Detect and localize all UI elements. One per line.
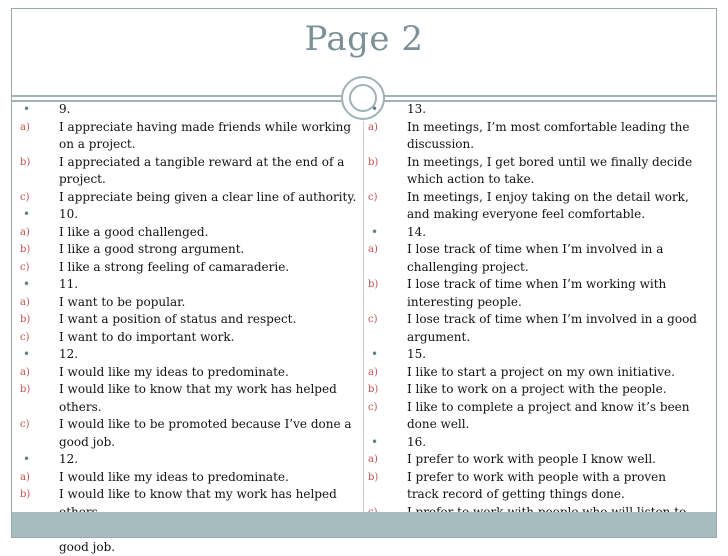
answer-option-item (368, 381, 698, 399)
bullet-marker: • (371, 434, 379, 449)
item-text: 14. (407, 224, 427, 239)
answer-option-item (20, 329, 358, 347)
item-text: I lose track of time when I’m involved in a challenging project. (407, 242, 664, 274)
letter-marker: c) (368, 191, 378, 203)
letter-marker: b) (20, 244, 31, 255)
bullet-marker: • (23, 207, 31, 221)
item-text: In meetings, I enjoy taking on the detail work, and making everyone feel comfortable. (407, 189, 689, 221)
item-text: 10. (59, 207, 79, 221)
letter-marker: c) (368, 314, 378, 325)
item-text: 11. (59, 277, 79, 291)
bullet-marker: • (371, 347, 379, 361)
question-number-item (20, 206, 358, 224)
item-text: I like to work on a project with the people. (407, 382, 667, 396)
bullet-marker: • (23, 347, 31, 361)
item-text: I like to complete a project and know it’s been done well. (407, 399, 690, 431)
answer-option-item (368, 451, 698, 469)
answer-option-item (20, 189, 358, 207)
answer-option-item (20, 311, 358, 329)
item-text: I would like to know that my work has helped others. (59, 382, 337, 414)
item-text: I want to be popular. (59, 294, 186, 309)
answer-option-item (368, 276, 698, 311)
item-text: I lose track of time when I’m involved in a good argument. (407, 312, 697, 344)
letter-marker: b) (20, 314, 31, 325)
column-divider (363, 121, 364, 513)
item-text: 9. (59, 102, 71, 116)
item-text: I like a strong feeling of camaraderie. (59, 259, 290, 274)
question-number-item (20, 451, 358, 469)
question-number-item (20, 276, 358, 294)
question-number-item (20, 346, 358, 364)
letter-marker: c) (20, 331, 30, 343)
letter-marker: a) (20, 121, 30, 133)
letter-marker: a) (20, 366, 30, 378)
answer-option-item (20, 241, 358, 259)
letter-marker: c) (20, 419, 30, 430)
item-text: 12. (59, 347, 79, 361)
item-text: 15. (407, 347, 427, 361)
letter-marker: c) (20, 261, 30, 273)
bullet-marker: • (23, 452, 31, 466)
answer-option-item (20, 469, 358, 487)
letter-marker: a) (20, 296, 30, 308)
question-number-item (20, 101, 358, 119)
answer-option-item (368, 241, 698, 276)
letter-marker: b) (368, 156, 379, 168)
answer-option-item (368, 154, 698, 189)
item-text: In meetings, I’m most comfortable leading the discussion. (407, 119, 690, 151)
item-text: I like to start a project on my own initiative. (407, 364, 675, 379)
question-number-item (368, 101, 698, 119)
item-text: I want to do important work. (59, 329, 235, 344)
letter-marker: a) (368, 454, 378, 465)
answer-option-item (20, 224, 358, 242)
letter-marker: b) (20, 156, 31, 168)
answer-option-item (368, 469, 698, 504)
letter-marker: c) (368, 401, 378, 413)
item-text: I want a position of status and respect. (59, 312, 297, 326)
answer-option-item (20, 259, 358, 277)
answer-option-item (20, 154, 358, 189)
bullet-marker: • (23, 277, 31, 291)
item-text: 12. (59, 452, 79, 466)
item-text: I lose track of time when I’m working with interesting people. (407, 277, 667, 309)
letter-marker: a) (368, 121, 378, 133)
item-text: I like a good strong argument. (59, 242, 245, 256)
item-text: I prefer to work with people I know well. (407, 452, 656, 466)
left-column (20, 101, 358, 556)
answer-option-item (368, 399, 698, 434)
item-text: I would like my ideas to predominate. (59, 364, 289, 379)
letter-marker: c) (20, 191, 30, 203)
answer-option-item (368, 311, 698, 346)
item-text: I would like my ideas to predominate. (59, 469, 289, 484)
answer-option-item (20, 119, 358, 154)
answer-option-item (20, 416, 358, 451)
answer-option-item (20, 364, 358, 382)
item-text: 16. (407, 434, 427, 449)
item-text: I like a good challenged. (59, 224, 209, 239)
letter-marker: b) (368, 471, 379, 483)
item-text: I appreciate being given a clear line of authority. (59, 189, 357, 204)
footer-bar (12, 512, 716, 537)
letter-marker: a) (20, 226, 30, 238)
page-title: Page 2 (304, 19, 424, 59)
question-number-item (368, 346, 698, 364)
answer-option-item (368, 119, 698, 154)
item-text: I prefer to work with people with a proven track record of getting things done. (407, 469, 666, 501)
letter-marker: a) (368, 244, 378, 255)
item-text: I appreciate having made friends while working on a project. (59, 119, 352, 151)
item-text: I appreciated a tangible reward at the end of a project. (59, 154, 345, 186)
item-text: good job. (59, 539, 116, 554)
question-number-item (368, 224, 698, 242)
letter-marker: b) (368, 384, 379, 395)
right-column (368, 101, 698, 539)
item-text: I would like to be promoted because I’ve done a good job. (59, 417, 352, 449)
letter-marker: a) (20, 471, 30, 483)
bullet-marker: • (23, 102, 31, 116)
answer-option-item (368, 364, 698, 382)
question-number-item (368, 434, 698, 452)
letter-marker: b) (368, 279, 379, 290)
answer-option-item (368, 189, 698, 224)
answer-option-item (20, 294, 358, 312)
bullet-marker: • (371, 224, 379, 239)
item-text: 13. (407, 102, 427, 116)
item-text: I would like to know that my work has helped (59, 487, 337, 501)
letter-marker: b) (20, 384, 31, 395)
bullet-marker: • (371, 102, 379, 116)
answer-option-item (20, 381, 358, 416)
letter-marker: a) (368, 366, 378, 378)
letter-marker: b) (20, 489, 31, 500)
item-text: In meetings, I get bored until we finally decide which action to take. (407, 154, 693, 186)
